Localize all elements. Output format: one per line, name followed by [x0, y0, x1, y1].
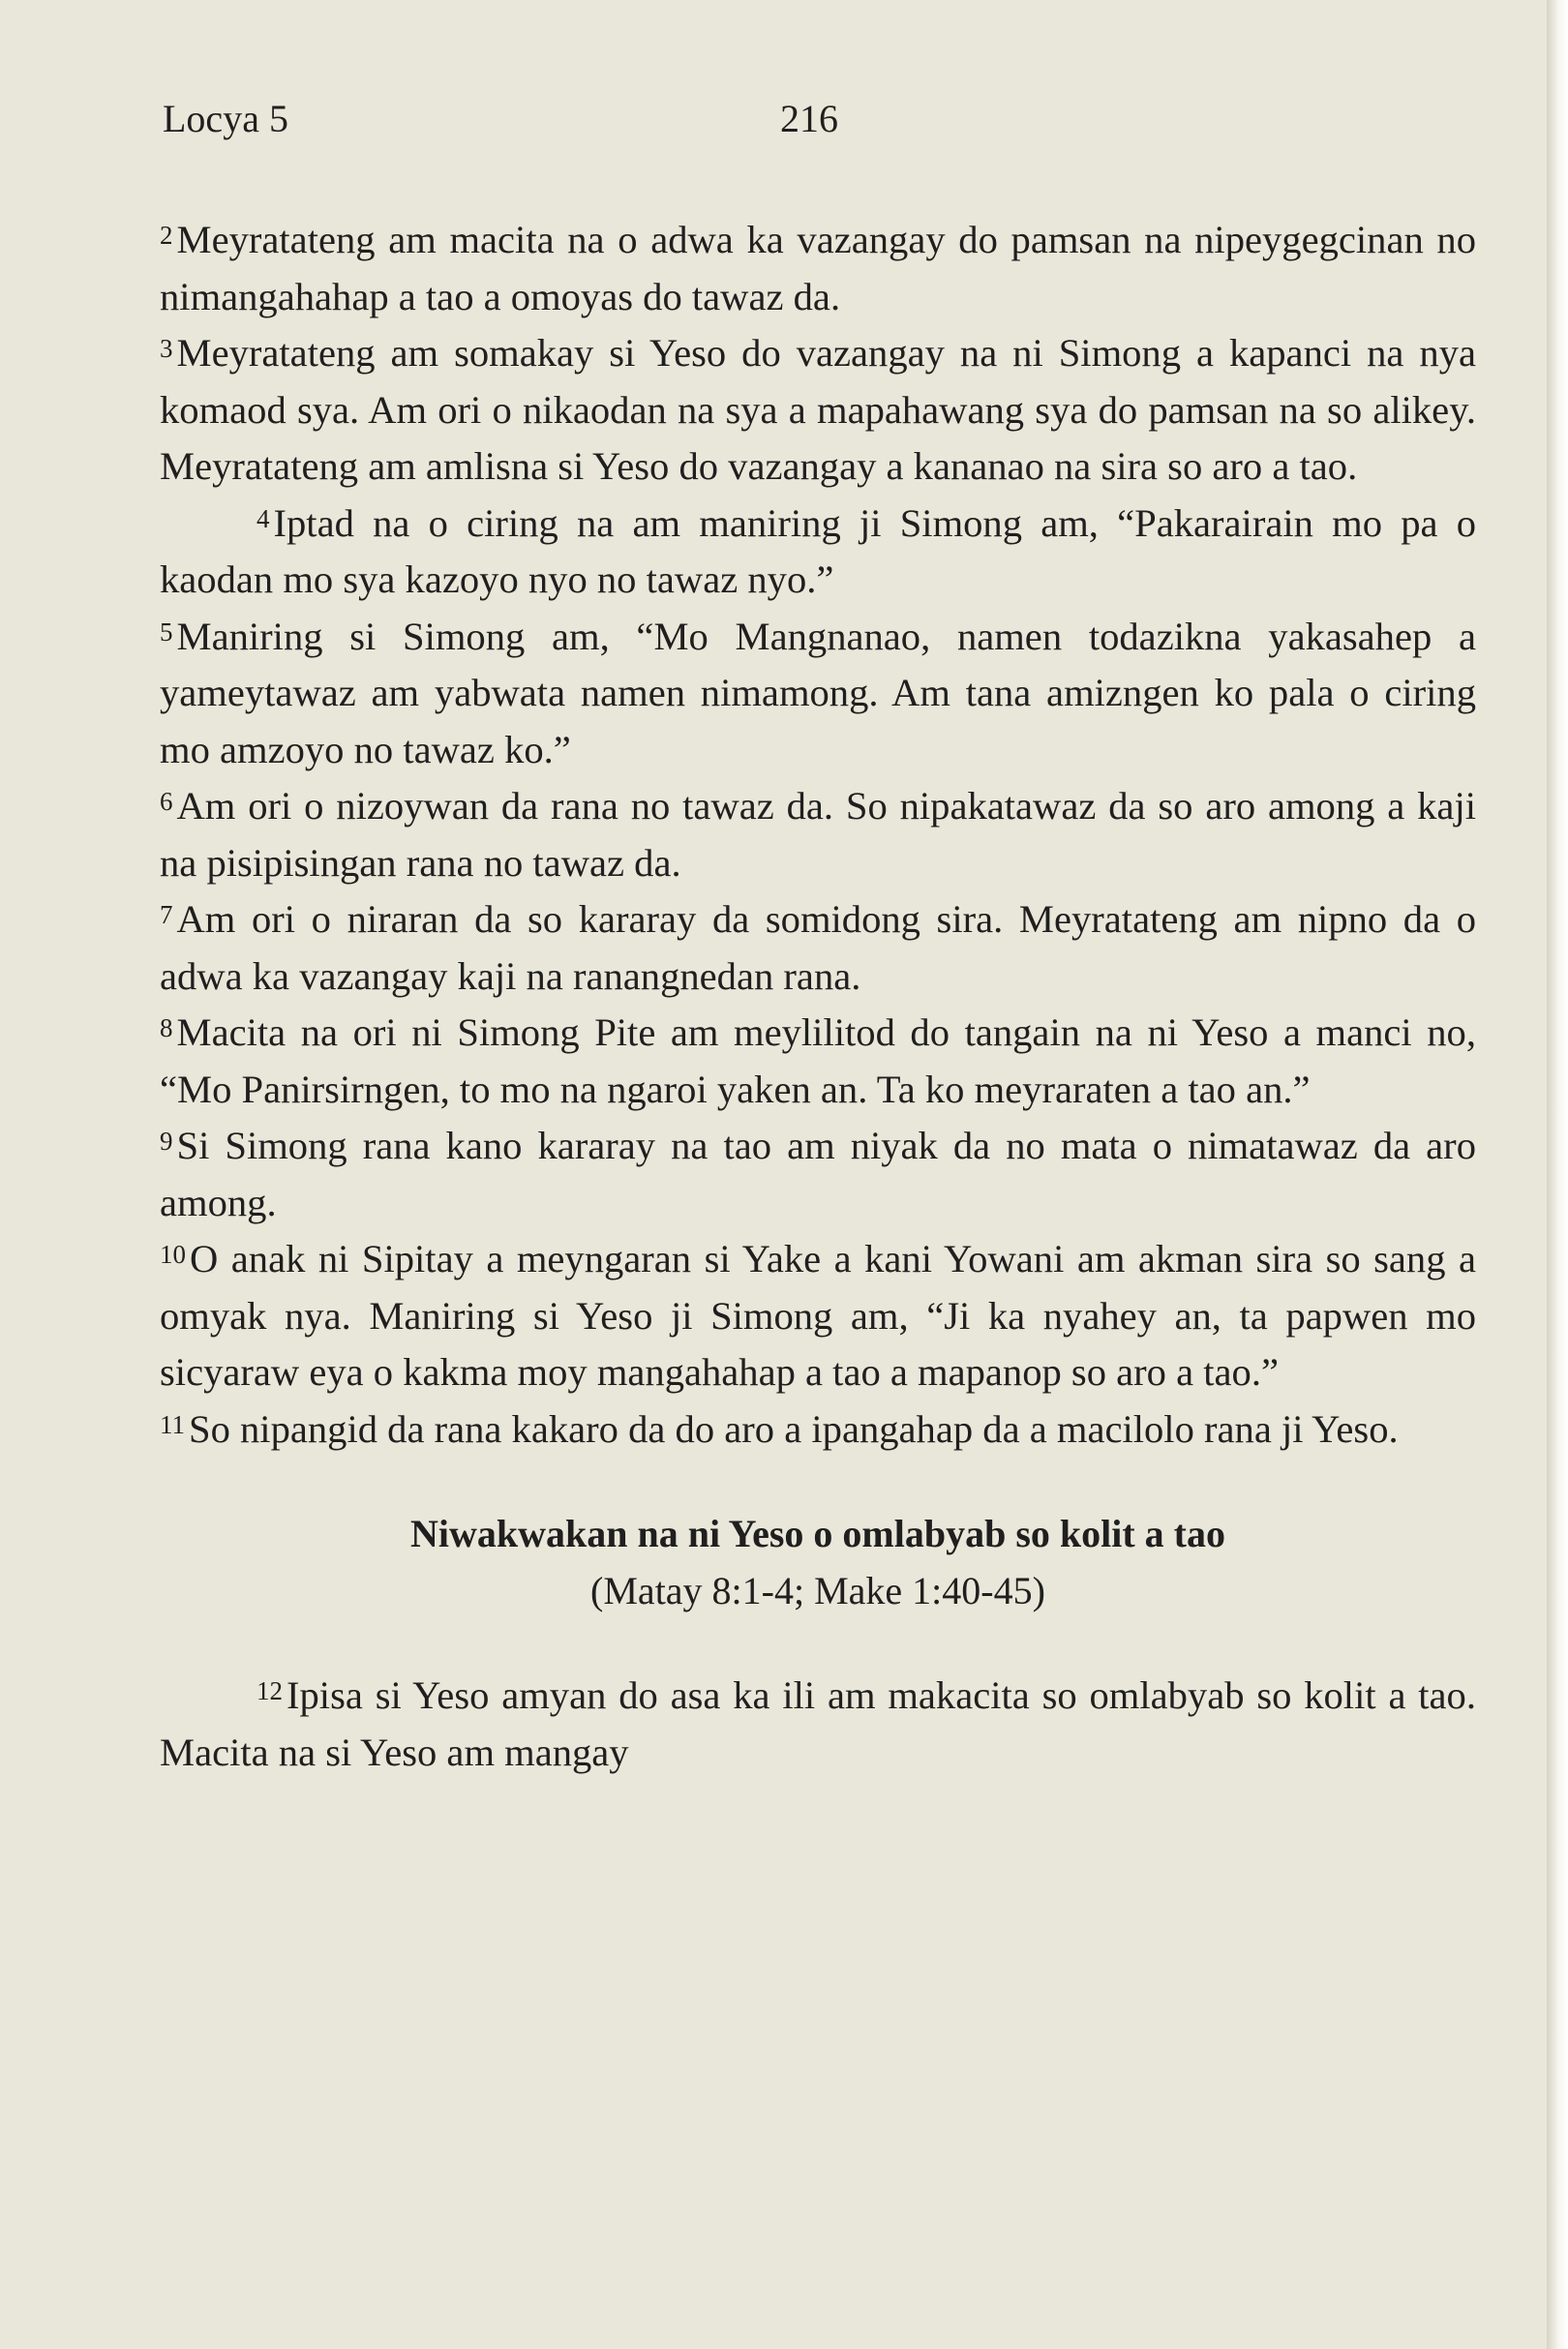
verse-number: 5: [160, 617, 173, 647]
page-header: [163, 92, 1479, 146]
verse-number: 8: [160, 1013, 173, 1043]
verse-text: Maniring si Simong am, “Mo Mangnanao, namen todazikna yakasahep a yameytawaz am yabwata namen nimamong. Am tana amizngen ko pala o ciring mo amzoyo no tawaz ko.”: [160, 614, 1476, 771]
verse: [160, 1231, 1476, 1401]
page-body: [160, 212, 1476, 1781]
verse: [160, 778, 1476, 891]
verse-number: 9: [160, 1127, 173, 1157]
verse: [160, 1668, 1476, 1781]
verse-number: 3: [160, 334, 173, 364]
verse-number: 4: [256, 503, 270, 533]
verse: [160, 1118, 1476, 1231]
verse: [160, 212, 1476, 325]
verse-number: 6: [160, 787, 173, 817]
verse: [160, 1005, 1476, 1118]
verse-number: 2: [160, 221, 173, 251]
section-reference: (Matay 8:1-4; Make 1:40-45): [590, 1568, 1045, 1612]
verse-text: Am ori o niraran da so kararay da somidong sira. Meyratateng am nipno da o adwa ka vazangay kaji na ranangnedan rana.: [160, 897, 1476, 998]
verse-number: 12: [256, 1676, 283, 1706]
verse-text: Si Simong rana kano kararay na tao am niyak da no mata o nimatawaz da aro among.: [160, 1124, 1476, 1224]
verse-number: 11: [160, 1409, 185, 1439]
verse-text: Meyratateng am macita na o adwa ka vazangay do pamsan na nipeygegcinan no nimangahahap a tao a omoyas do tawaz da.: [160, 218, 1476, 318]
section-heading: Niwakwakan na ni Yeso o omlabyab so kolit a tao: [409, 1512, 1225, 1555]
page-edge: [1547, 0, 1568, 2349]
verse: [160, 325, 1476, 496]
verse-text: So nipangid da rana kakaro da do aro a ipangahap da a macilolo rana ji Yeso.: [189, 1406, 1399, 1451]
verse: [160, 1401, 1476, 1459]
verse-number: 10: [160, 1240, 186, 1270]
verse: [160, 496, 1476, 609]
running-head-book: Locya 5: [163, 97, 288, 140]
verse: [160, 609, 1476, 779]
verse-text: Meyratateng am somakay si Yeso do vazangay na ni Simong a kapanci na nya komaod sya. Am ori o nikaodan na sya a mapahawang sya do pamsan na so alikey. Meyratateng am amlisna si Yeso do vazangay a kananao na sira so aro a tao.: [160, 331, 1476, 488]
verse-text: Ipisa si Yeso amyan do asa ka ili am makacita so omlabyab so kolit a tao. Macita na si Yeso am mangay: [160, 1673, 1476, 1774]
verse-text: Am ori o nizoywan da rana no tawaz da. So nipakatawaz da so aro among a kaji na pisipisingan rana no tawaz da.: [160, 784, 1476, 885]
verse-text: O anak ni Sipitay a meyngaran si Yake a kani Yowani am akman sira so sang a omyak nya. Maniring si Yeso ji Simong am, “Ji ka nyahey an, ta papwen mo sicyaraw eya o kakma moy mangahahap a tao a mapanop so aro a tao.”: [160, 1237, 1476, 1394]
verse: [160, 891, 1476, 1005]
verse-number: 7: [160, 900, 173, 930]
verse-text: Iptad na o ciring na am maniring ji Simong am, “Pakarairain mo pa o kaodan mo sya kazoyo nyo no tawaz nyo.”: [160, 500, 1476, 601]
page-number: 216: [780, 97, 838, 140]
verse-text: Macita na ori ni Simong Pite am meylilitod do tangain na ni Yeso a manci no, “Mo Panirsirngen, to mo na ngaroi yaken an. Ta ko meyraraten a tao an.”: [160, 1010, 1476, 1111]
